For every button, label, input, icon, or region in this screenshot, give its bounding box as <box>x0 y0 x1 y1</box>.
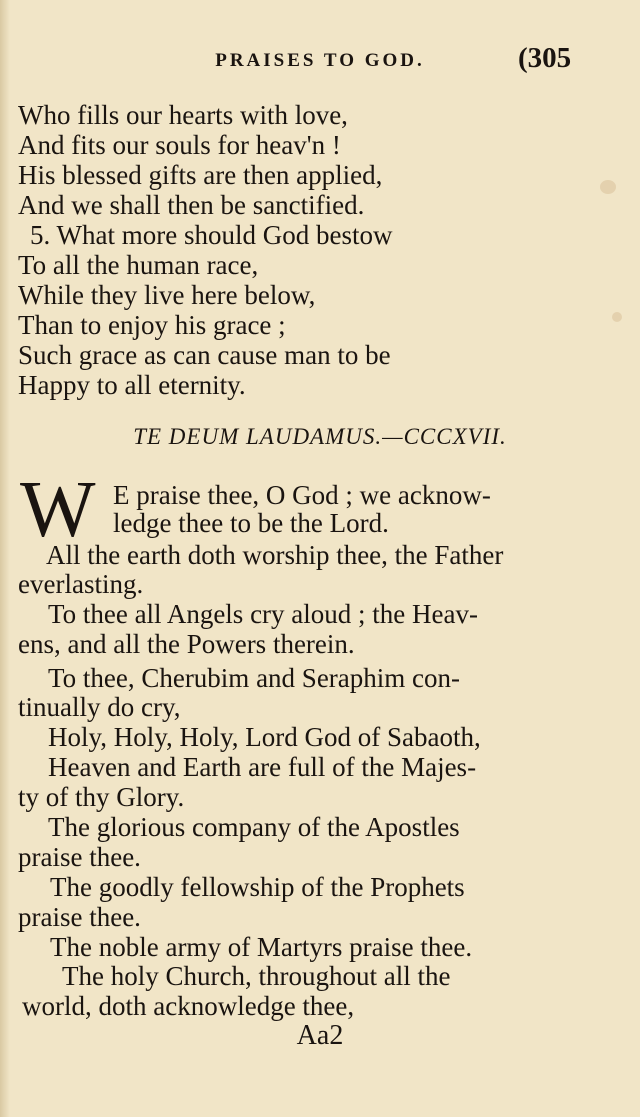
body-line: To thee all Angels cry aloud ; the Heav- <box>48 599 478 629</box>
hymn-line: While they live here below, <box>18 280 316 310</box>
drop-cap: W <box>20 466 96 554</box>
body-line: everlasting. <box>18 569 144 599</box>
section-heading: TE DEUM LAUDAMUS.—CCCXVII. <box>133 424 507 449</box>
hymn-line: And we shall then be sanctified. <box>18 190 365 220</box>
body-line: The glorious company of the Apostles <box>48 812 460 842</box>
body-line: To thee, Cherubim and Seraphim con- <box>48 663 461 693</box>
hymn-line: Such grace as can cause man to be <box>18 340 391 370</box>
hymn-line: 5. What more should God bestow <box>30 220 393 250</box>
body-line: praise thee. <box>18 842 141 872</box>
hymn-line: Who fills our hearts with love, <box>18 100 348 130</box>
hymn-line: And fits our souls for heav'n ! <box>18 130 341 160</box>
body-line: world, doth acknowledge thee, <box>22 991 355 1021</box>
body-line: The noble army of Martyrs praise thee. <box>50 932 473 962</box>
body-line: Holy, Holy, Holy, Lord God of Sabaoth, <box>48 722 481 752</box>
foxing-spot <box>600 180 616 194</box>
body-line: E praise thee, O God ; we acknow- <box>113 480 491 510</box>
body-line: The goodly fellowship of the Prophets <box>50 872 465 902</box>
foxing-spot <box>612 312 622 322</box>
body-line: The holy Church, throughout all the <box>62 961 451 991</box>
hymn-line: To all the human race, <box>18 250 259 280</box>
body-line: ledge thee to be the Lord. <box>113 508 389 538</box>
body-line: praise thee. <box>18 902 141 932</box>
hymn-line: Happy to all eternity. <box>18 370 246 400</box>
body-line: ty of thy Glory. <box>18 782 185 812</box>
hymn-line: Than to enjoy his grace ; <box>18 310 286 340</box>
hymn-line: His blessed gifts are then applied, <box>18 160 383 190</box>
body-line: ens, and all the Powers therein. <box>18 629 355 659</box>
body-line: tinually do cry, <box>18 692 181 722</box>
page-number: (305 <box>518 42 572 74</box>
body-line: All the earth doth worship thee, the Father <box>46 540 504 570</box>
body-line: Heaven and Earth are full of the Majes- <box>48 752 477 782</box>
page-gutter-shade <box>0 0 10 1117</box>
running-head: PRAISES TO GOD. <box>215 50 425 71</box>
signature-mark: Aa2 <box>296 1020 344 1051</box>
